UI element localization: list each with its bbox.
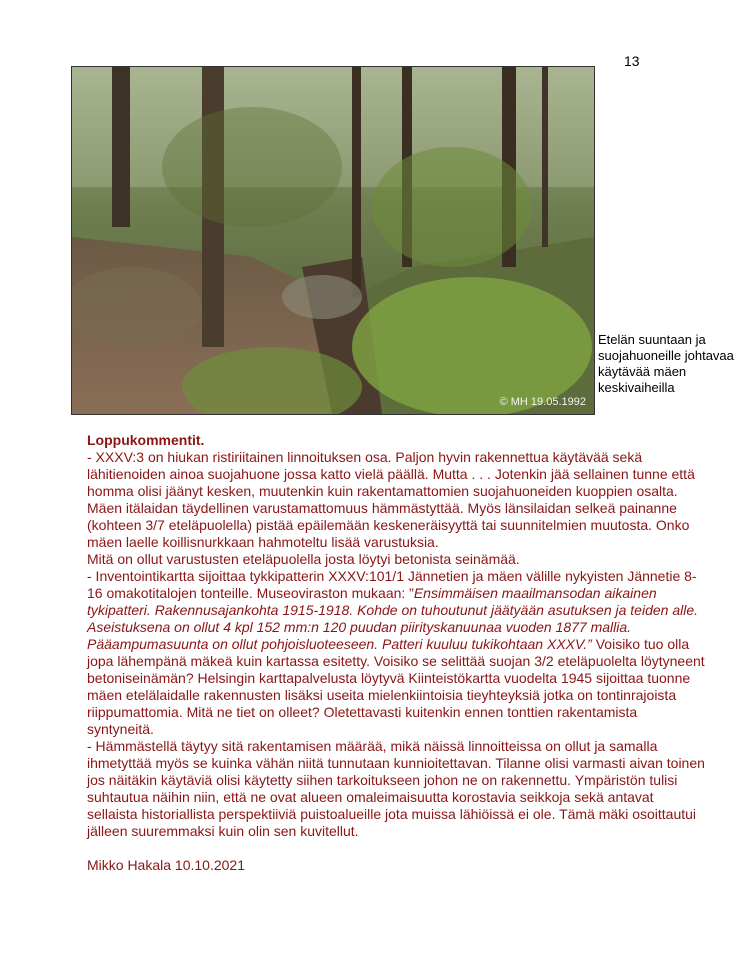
paragraph-3-start: - Inventointikartta sijoittaa tykkipatterin XXXV:101/1 Jännetien ja mäen välille nykyisten Jännetie 8-16 omakotitalojen tonteille. Museoviraston mukaan: ” — [87, 568, 697, 601]
photo-caption: Etelän suuntaan ja suojahuoneille johtavaa käytävää mäen keskivaiheilla — [598, 332, 734, 395]
section-heading: Loppukommentit. — [87, 432, 205, 448]
forest-photo-illustration — [72, 67, 594, 414]
paragraph-3 — [87, 568, 707, 738]
author-signature: Mikko Hakala 10.10.2021 — [87, 857, 245, 873]
forest-trench-photo — [72, 67, 594, 414]
photo-copyright: © MH 19.05.1992 — [499, 396, 586, 408]
paragraph-4: - Hämmästellä täytyy sitä rakentamisen määrää, mikä näissä linnoitteissa on ollut ja samalla ihmetyttää myös se kuinka vähän niitä tunnutaan kunnioitettavan. Tilanne olisi varmasti aivan toinen jos näitäkin käytäviä olisi käytetty siihen tarkoitukseen johon ne on rakennettu. Ympäristön tulisi suhtautua näihin niin, että ne ovat alueen omaleimaisuutta korostavia seikkoja sekä antavat sellaista historiallista perspektiiviä puistoalueille jota muissa lähiöissä ei ole. Tämä mäki osoittautui jälleen suuremmaksi kuin olin sen kuvitellut. — [87, 738, 705, 839]
museum-quote: Ensimmäisen maailmansodan aikainen tykipatteri. Rakennusajankohta 1915-1918. Kohde on tuhoutunut jäätyään asutuksen ja teiden alle. Aseistuksena on ollut 4 kpl 152 mm:n 120 puudan piirityskanuunaa vuoden 1877 mallia. Pääampumasuunta on ollut pohjoisluoteeseen. Patteri kuuluu tukikohtaan XXXV.” — [87, 585, 698, 652]
paragraph-1: - XXXV:3 on hiukan ristiriitainen linnoituksen osa. Paljon hyvin rakennettua käytävää sekä lähitienoiden ainoa suojahuone jossa katto vielä päällä. Mutta . . . Jotenkin jää sellainen tunne että homma olisi jäänyt kesken, muutenkin kuin rakentamattomien suojahuoneiden kuoppien osalta. Mäen itälaidan täydellinen varustamattomuus hämmästyttää. Myös länsilaidan selkeä painanne (kohteen 3/7 eteläpuolella) pistää epäilemään keskeneräisyyttä tai suunnitelmien muutosta. Onko mäen laelle koillisnurkkaan hahmoteltu lisää varustuksia. — [87, 449, 695, 550]
page-number: 13 — [624, 53, 640, 69]
paragraph-2: Mitä on ollut varustusten eteläpuolella josta löytyi betonista seinämää. — [87, 551, 520, 567]
closing-comments — [87, 432, 707, 874]
paragraph-3-end: Voisiko tuo olla jopa lähempänä mäkeä kuin kartassa esitetty. Voisiko se selittää suojan 3/2 eteläpuolelta löytyneent betoniseinämän? Helsingin karttapalvelusta löytyvä Kiinteistökartta vuodelta 1945 sijoittaa tuonne mäen etelälaidalle rakennusten lisäksi useita mielenkiintoisia tieyhteyksiä jotka on tontinrajoista riippumattomia. Mitä ne tiet on olleet? Oletettavasti kuitenkin ennen tonttien rakentamista syntyneitä. — [87, 636, 705, 737]
